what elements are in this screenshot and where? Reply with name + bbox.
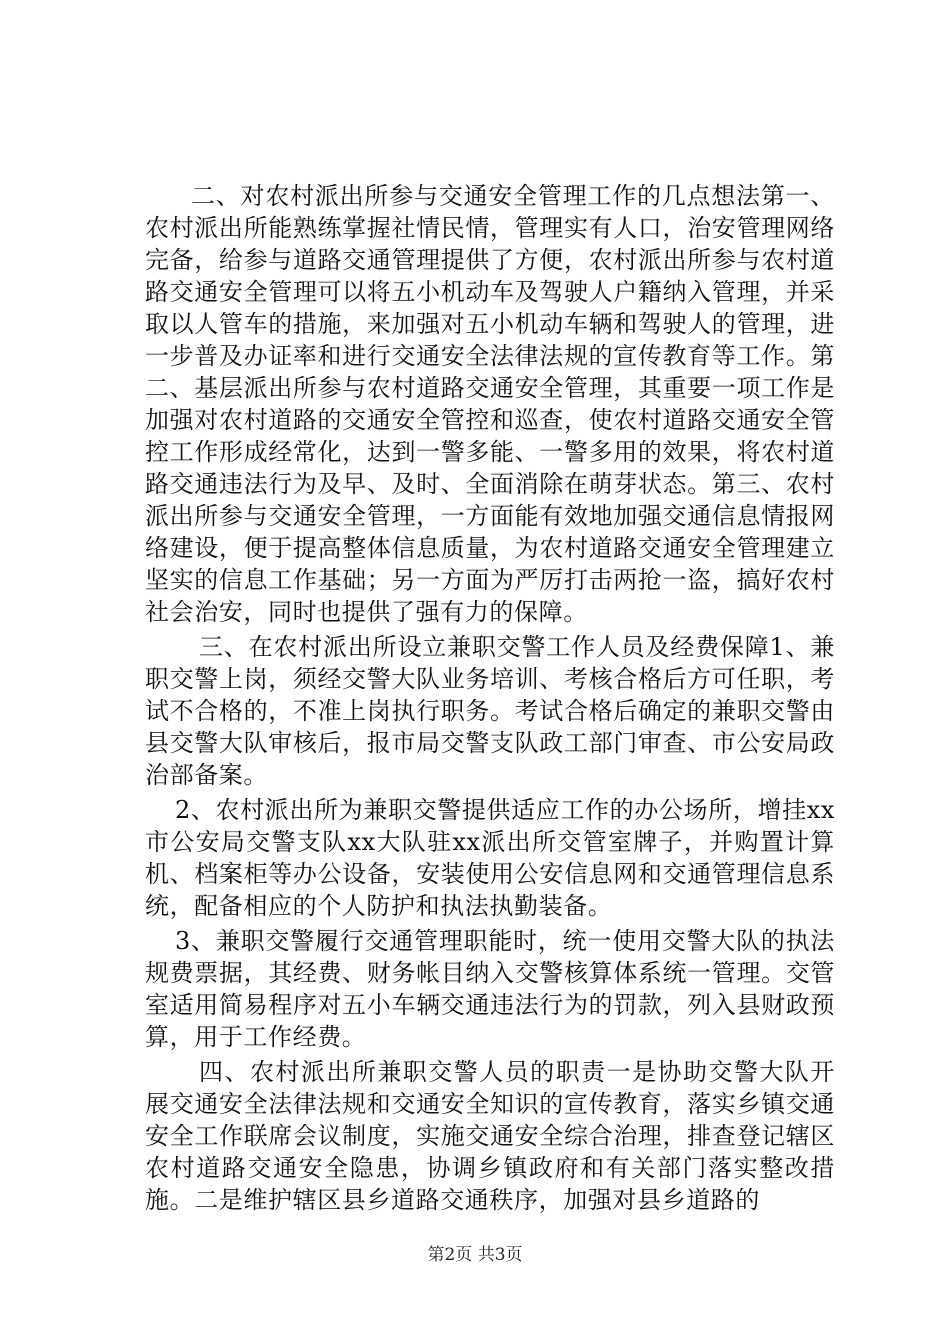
page-number: 第2页 共3页 (427, 1245, 523, 1265)
page-footer (0, 1244, 950, 1266)
paragraph-section-three: 三、在农村派出所设立兼职交警工作人员及经费保障1、兼职交警上岗，须经交警大队业务培训、考核合格后方可任职，考试不合格的，不准上岗执行职务。考试合格后确定的兼职交警由县交警大队审核后，报市局交警支队政工部门审查、市公安局政治部备案。 (145, 633, 835, 789)
document-body (145, 180, 835, 1216)
paragraph-section-two: 二、对农村派出所参与交通安全管理工作的几点想法第一、农村派出所能熟练掌握社情民情，管理实有人口，治安管理网络完备，给参与道路交通管理提供了方便，农村派出所参与农村道路交通安全管理可以将五小机动车及驾驶人户籍纳入管理，并采取以人管车的措施，来加强对五小机动车辆和驾驶人的管理，进一步普及办证率和进行交通安全法律法规的宣传教育等工作。第二、基层派出所参与农村道路交通安全管理，其重要一项工作是加强对农村道路的交通安全管控和巡查，使农村道路交通安全管控工作形成经常化，达到一警多能、一警多用的效果，将农村道路交通违法行为及早、及时、全面消除在萌芽状态。第三、农村派出所参与交通安全管理，一方面能有效地加强交通信息情报网络建设，便于提高整体信息质量，为农村道路交通安全管理建立坚实的信息工作基础；另一方面为严厉打击两抢一盗，搞好农村社会治安，同时也提供了强有力的保障。 (145, 182, 835, 626)
paragraph-item-two: 2、农村派出所为兼职交警提供适应工作的办公场所，增挂xx市公安局交警支队xx大队驻xx派出所交管室牌子，并购置计算机、档案柜等办公设备，安装使用公安信息网和交通管理信息系统，配备相应的个人防护和执法执勤装备。 (145, 796, 835, 920)
paragraph-section-four: 四、农村派出所兼职交警人员的职责一是协助交警大队开展交通安全法律法规和交通安全知识的宣传教育，落实乡镇交通安全工作联席会议制度，实施交通安全综合治理，排查登记辖区农村道路交通安全隐患，协调乡镇政府和有关部门落实整改措施。二是维护辖区县乡道路交通秩序，加强对县乡道路的 (145, 1058, 835, 1214)
paragraph-item-three: 3、兼职交警履行交通管理职能时，统一使用交警大队的执法规费票据，其经费、财务帐目纳入交警核算体系统一管理。交管室适用简易程序对五小车辆交通违法行为的罚款，列入县财政预算，用于工作经费。 (145, 927, 835, 1051)
